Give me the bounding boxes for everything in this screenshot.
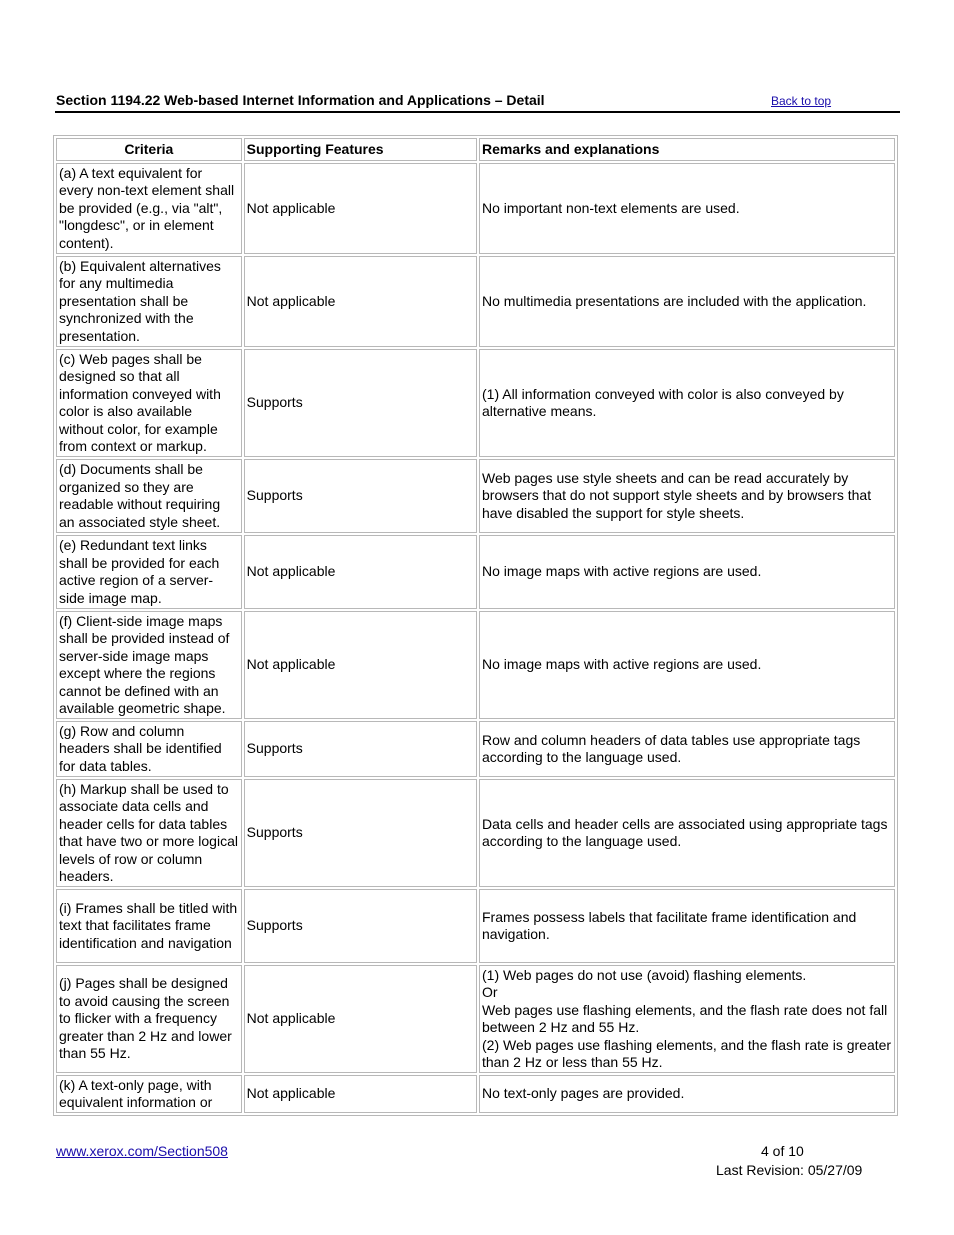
remarks-cell: Data cells and header cells are associated using appropriate tags according to the language used. bbox=[479, 779, 895, 887]
remarks-cell: Frames possess labels that facilitate frame identification and navigation. bbox=[479, 889, 895, 963]
support-cell: Not applicable bbox=[244, 163, 477, 254]
criteria-cell: (a) A text equivalent for every non-text element shall be provided (e.g., via "alt", "longdesc", or in element content). bbox=[56, 163, 242, 254]
remarks-line: Web pages use flashing elements, and the flash rate does not fall between 2 Hz and 55 Hz. bbox=[482, 1001, 888, 1035]
column-header-remarks: Remarks and explanations bbox=[479, 138, 895, 161]
criteria-table bbox=[53, 135, 898, 1116]
section-title: Section 1194.22 Web-based Internet Information and Applications – Detail bbox=[56, 92, 545, 108]
table-row bbox=[56, 459, 895, 533]
remarks-cell: Row and column headers of data tables use appropriate tags according to the language used. bbox=[479, 721, 895, 777]
table-row bbox=[56, 535, 895, 609]
last-revision: Last Revision: 05/27/09 bbox=[716, 1162, 863, 1178]
support-cell: Not applicable bbox=[244, 965, 477, 1073]
page-footer bbox=[56, 1142, 886, 1182]
support-cell: Supports bbox=[244, 349, 477, 457]
table-row bbox=[56, 1075, 895, 1113]
table-row bbox=[56, 256, 895, 347]
support-cell: Supports bbox=[244, 889, 477, 963]
criteria-cell: (e) Redundant text links shall be provided for each active region of a server-side image map. bbox=[56, 535, 242, 609]
remarks-cell bbox=[479, 965, 895, 1073]
table-row bbox=[56, 889, 895, 963]
remarks-cell: No image maps with active regions are used. bbox=[479, 535, 895, 609]
remarks-cell: Web pages use style sheets and can be read accurately by browsers that do not support style sheets and by browsers that have disabled the support for style sheets. bbox=[479, 459, 895, 533]
section508-link[interactable]: www.xerox.com/Section508 bbox=[56, 1143, 228, 1159]
table-row bbox=[56, 779, 895, 887]
table-row bbox=[56, 611, 895, 719]
table-row bbox=[56, 965, 895, 1073]
criteria-cell: (j) Pages shall be designed to avoid causing the screen to flicker with a frequency greater than 2 Hz and lower than 55 Hz. bbox=[56, 965, 242, 1073]
remarks-line: Or bbox=[482, 984, 498, 1000]
support-cell: Not applicable bbox=[244, 1075, 477, 1113]
remarks-cell: No text-only pages are provided. bbox=[479, 1075, 895, 1113]
remarks-cell: (1) All information conveyed with color is also conveyed by alternative means. bbox=[479, 349, 895, 457]
table-row bbox=[56, 163, 895, 254]
page-header bbox=[55, 90, 900, 113]
remarks-cell: No important non-text elements are used. bbox=[479, 163, 895, 254]
remarks-cell: No multimedia presentations are included with the application. bbox=[479, 256, 895, 347]
remarks-line: (2) Web pages use flashing elements, and the flash rate is greater than 2 Hz or less than 55 Hz. bbox=[482, 1036, 892, 1070]
support-cell: Supports bbox=[244, 779, 477, 887]
support-cell: Not applicable bbox=[244, 256, 477, 347]
back-to-top-link[interactable]: Back to top bbox=[771, 94, 832, 108]
criteria-cell: (b) Equivalent alternatives for any multimedia presentation shall be synchronized with the presentation. bbox=[56, 256, 242, 347]
support-cell: Not applicable bbox=[244, 535, 477, 609]
criteria-cell: (f) Client-side image maps shall be provided instead of server-side image maps except where the regions cannot be defined with an available geometric shape. bbox=[56, 611, 242, 719]
criteria-cell: (h) Markup shall be used to associate data cells and header cells for data tables that have two or more logical levels of row or column headers. bbox=[56, 779, 242, 887]
column-header-criteria: Criteria bbox=[56, 138, 242, 161]
column-header-supporting-features: Supporting Features bbox=[244, 138, 477, 161]
remarks-cell: No image maps with active regions are used. bbox=[479, 611, 895, 719]
support-cell: Supports bbox=[244, 721, 477, 777]
criteria-cell: (d) Documents shall be organized so they are readable without requiring an associated style sheet. bbox=[56, 459, 242, 533]
criteria-cell: (i) Frames shall be titled with text that facilitates frame identification and navigation bbox=[56, 889, 242, 963]
criteria-cell: (g) Row and column headers shall be identified for data tables. bbox=[56, 721, 242, 777]
support-cell: Not applicable bbox=[244, 611, 477, 719]
page-number: 4 of 10 bbox=[761, 1143, 804, 1159]
remarks-line: (1) Web pages do not use (avoid) flashing elements. bbox=[482, 966, 807, 983]
table-row bbox=[56, 349, 895, 457]
table-row bbox=[56, 721, 895, 777]
support-cell: Supports bbox=[244, 459, 477, 533]
table-header-row bbox=[56, 138, 895, 161]
criteria-cell: (k) A text-only page, with equivalent information or bbox=[56, 1075, 242, 1113]
criteria-cell: (c) Web pages shall be designed so that all information conveyed with color is also available without color, for example from context or markup. bbox=[56, 349, 242, 457]
